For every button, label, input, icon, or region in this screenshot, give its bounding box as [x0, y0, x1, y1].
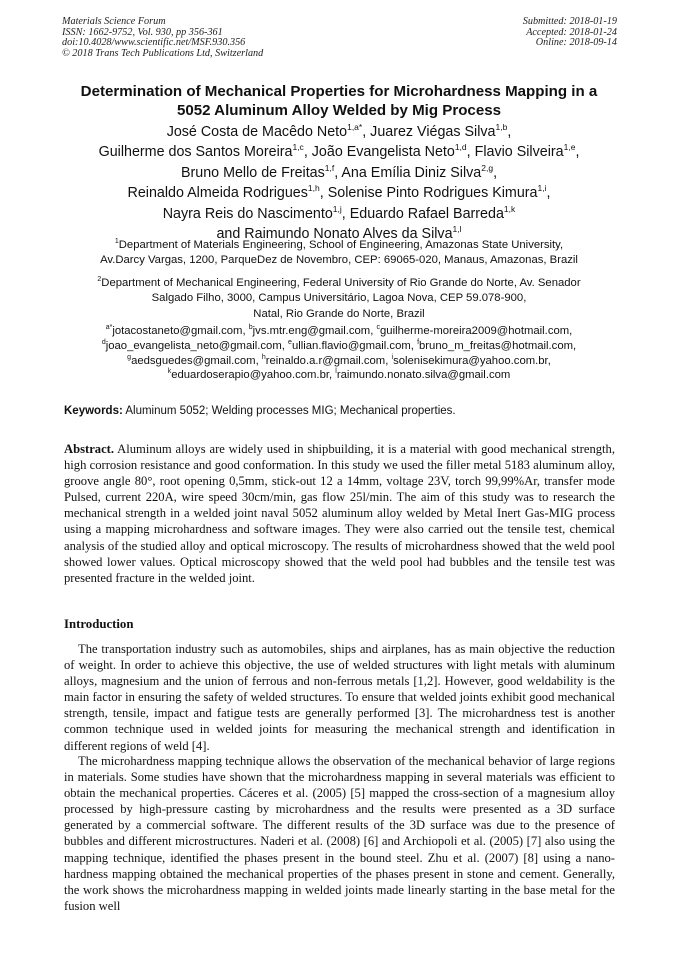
author-affiliation-mark: 1,l — [452, 224, 462, 235]
author-affiliation-mark: 1,c — [292, 142, 304, 153]
email-link[interactable]: eduardoserapio@yahoo.com.br, — [171, 369, 336, 382]
email-link[interactable]: reinaldo.a.r@gmail.com, — [265, 354, 392, 367]
author-affiliation-mark: 1,e — [563, 142, 576, 153]
author-conjunction: and — [216, 226, 245, 243]
doi-link[interactable]: doi:10.4028/www.scientific.net/MSF.930.356 — [62, 37, 246, 49]
author-affiliation-mark: 1,d — [454, 142, 467, 153]
journal-issn: ISSN: 1662-9752, Vol. 930, pp 356-361 — [62, 26, 223, 38]
email-link[interactable]: guilherme-moreira2009@hotmail.com, — [380, 325, 573, 337]
keywords-label: Keywords: — [64, 405, 123, 417]
submitted-date: Submitted: 2018-01-19 — [522, 16, 617, 27]
author-name: Ana Emília Diniz Silva — [341, 164, 482, 181]
email-link[interactable]: joao_evangelista_neto@gmail.com, — [105, 339, 289, 352]
email-link[interactable]: jotacostaneto@gmail.com, — [112, 325, 249, 337]
email-list: $^{a*}$jotacostaneto@gmail.com, $^b$jvs.mtr.eng@gmail.com, $^c$guilherme-moreira2009@hotmail.com, $^d$joao_evangelista_neto@gmail.com, $^e$ullian.flavio@gmail.com, $^f$bruno_m_freitas@hotmail.com, $^g$aedsguedes@gmail.com, $^h$reinaldo.a.r@gmail.com, $^i$solenisekimura@yahoo.com.br, $^k$eduardoserapio@yahoo.com.br, $^l$raimundo.nonato.silva@gmail.com — [101, 324, 577, 382]
author-name: Flavio Silveira — [474, 144, 564, 161]
affiliation-1: $^1$Department of Materials Engineering, School of Engineering, Amazonas State University, Av.Darcy Vargas, 1200, ParqueDez de Novembro, CEP: 69065-020, Manaus, Amazonas, Brazil — [100, 238, 578, 267]
author-affiliation-mark: 1,h — [307, 183, 320, 194]
dates-header — [523, 17, 617, 49]
affiliation-2: $^2$Department of Mechanical Engineering, Federal University of Rio Grande do Norte, Av. Senador Salgado Filho, 3000, Campus Universitário, Lagoa Nova, CEP 59.078-900, Natal, Rio Grande do Norte, Brazil — [97, 276, 581, 320]
accepted-date: Accepted: 2018-01-24 — [526, 26, 617, 38]
intro-paragraph-1: The transportation industry such as automobiles, ships and airplanes, has as main objective the reduction of weight. In order to achieve this objective, the use of welded structures with light metals with aluminum alloys, magnesium and the union of ferrous and non-ferrous metals [1,2]. However, good weldability is the main factor in ensuring the safety of welded structures. To ensure that welded joints exhibit good mechanical strength, tensile, impact and fatigue tests are generally performed [3]. The microhardness test is another common technique used in welded joints for measuring the mechanical strength and identification in different regions of weld [4]. — [64, 642, 615, 753]
section-heading-introduction: Introduction — [64, 617, 134, 631]
author-name: João Evangelista Neto — [311, 144, 455, 161]
email-link[interactable]: raimundo.nonato.silva@gmail.com — [336, 369, 511, 382]
online-date: Online: 2018-09-14 — [535, 37, 617, 49]
journal-name: Materials Science Forum — [62, 16, 166, 27]
author-name: Eduardo Rafael Barreda — [349, 205, 504, 222]
email-link[interactable]: aedsguedes@gmail.com, — [131, 354, 262, 367]
email-link[interactable]: ullian.flavio@gmail.com, — [291, 339, 418, 352]
author-name: Bruno Mello de Freitas — [180, 164, 325, 181]
keywords-text: Aluminum 5052; Welding processes MIG; Mechanical properties. — [122, 405, 456, 417]
author-name: Juarez Viégas Silva — [370, 124, 496, 140]
affiliation-number: 1 — [114, 238, 119, 246]
author-affiliation-mark: 1,a* — [347, 122, 363, 133]
intro-paragraph-2: The microhardness mapping technique allows the observation of the mechanical behavior of large regions in materials. Some studies have shown that the microhardness mapping in several materials was efficient to obtain the mechanical properties. Cáceres et al. (2005) [5] mapped the cross-section of a magnesium alloy processed by high-pressure casting by microhardness and the results were presented as a 3D surface generated by a commercial software. The different results of the 3D surface was due to the presence of bubbles and different microstructures. Naderi et al. (2008) [6] and Archiopoli et al. (2005) [7] also using the mapping technique, identified the phases present in the bound steel. Zhu et al. (2007) [8] using a nano-hardness mapping obtained the mechanical properties of the phases present in stone and cement. Generally, the work shows the microhardness mapping in welded joints made linearly starting in the base metal for the fusion well — [64, 754, 615, 913]
author-affiliation-mark: 1,i — [537, 183, 547, 194]
abstract-label: Abstract. — [64, 442, 115, 456]
affiliation-number: 2 — [97, 276, 102, 284]
paper-title: Determination of Mechanical Properties for Microhardness Mapping in a 5052 Aluminum Alloy Welded by Mig Process — [80, 83, 598, 119]
email-link[interactable]: jvs.mtr.eng@gmail.com, — [252, 325, 377, 337]
author-affiliation-mark: 1,f — [324, 163, 335, 174]
author-list: José Costa de Macêdo Neto$^{1,a*}$, Juarez Viégas Silva$^{1,b}$, Guilherme dos Santos Moreira$^{1,c}$, João Evangelista Neto$^{1,d}$, Flavio Silveira$^{1,e}$, Bruno Mello de Freitas$^{1,f}$, Ana Emília Diniz Silva$^{2,g}$, Reinaldo Almeida Rodrigues$^{1,h}$, Solenise Pinto Rodrigues Kimura$^{1,i}$, Nayra Reis do Nascimento$^{1,j}$, Eduardo Rafael Barreda$^{1,k}$ and Raimundo Nonato Alves da Silva$^{1,l}$ — [98, 122, 580, 243]
author-name: Raimundo Nonato Alves da Silva — [244, 226, 453, 243]
keywords — [64, 404, 616, 419]
email-link[interactable]: solenisekimura@yahoo.com.br, — [393, 354, 551, 367]
author-affiliation-mark: 2,g — [481, 163, 494, 174]
journal-header — [62, 17, 263, 59]
author-name: José Costa de Macêdo Neto — [166, 124, 348, 140]
copyright: © 2018 Trans Tech Publications Ltd, Switzerland — [62, 47, 264, 59]
author-affiliation-mark: 1,k — [503, 203, 516, 214]
author-name: Guilherme dos Santos Moreira — [98, 144, 293, 161]
abstract — [64, 441, 615, 586]
author-affiliation-mark: 1,j — [332, 203, 342, 214]
author-name: Solenise Pinto Rodrigues Kimura — [327, 185, 538, 202]
author-affiliation-mark: 1,b — [495, 122, 508, 133]
abstract-text: Aluminum alloys are widely used in shipbuilding, it is a material with good mechanical strength, high corrosion resistance and good conformation. In this study we used the filler metal 5183 aluminum alloy, groove angle 80°, root opening 0,5mm, stick-out 12 a 14mm, voltage 23V, torch 99,99%Ar, transfer mode Pulsed, current 220A, wire speed 30cm/min, gas flow 25l/min. The aim of this study was to research the mechanical strength in a welded joint naval 5052 aluminum alloy welded by Metal Inert Gas-MIG process using a mapping microhardness and software images. They were also carried out the tensile test, chemical analysis of the studied alloy and optical microscopy. The results of microhardness showed that the weld pool showed lower values. Optical microscopy showed that the weld pool had bubbles and the tensile test was presented fracture in the welded joint. — [64, 442, 615, 585]
author-name: Reinaldo Almeida Rodrigues — [127, 185, 308, 202]
email-link[interactable]: bruno_m_freitas@hotmail.com, — [419, 339, 577, 352]
author-name: Nayra Reis do Nascimento — [162, 205, 333, 222]
